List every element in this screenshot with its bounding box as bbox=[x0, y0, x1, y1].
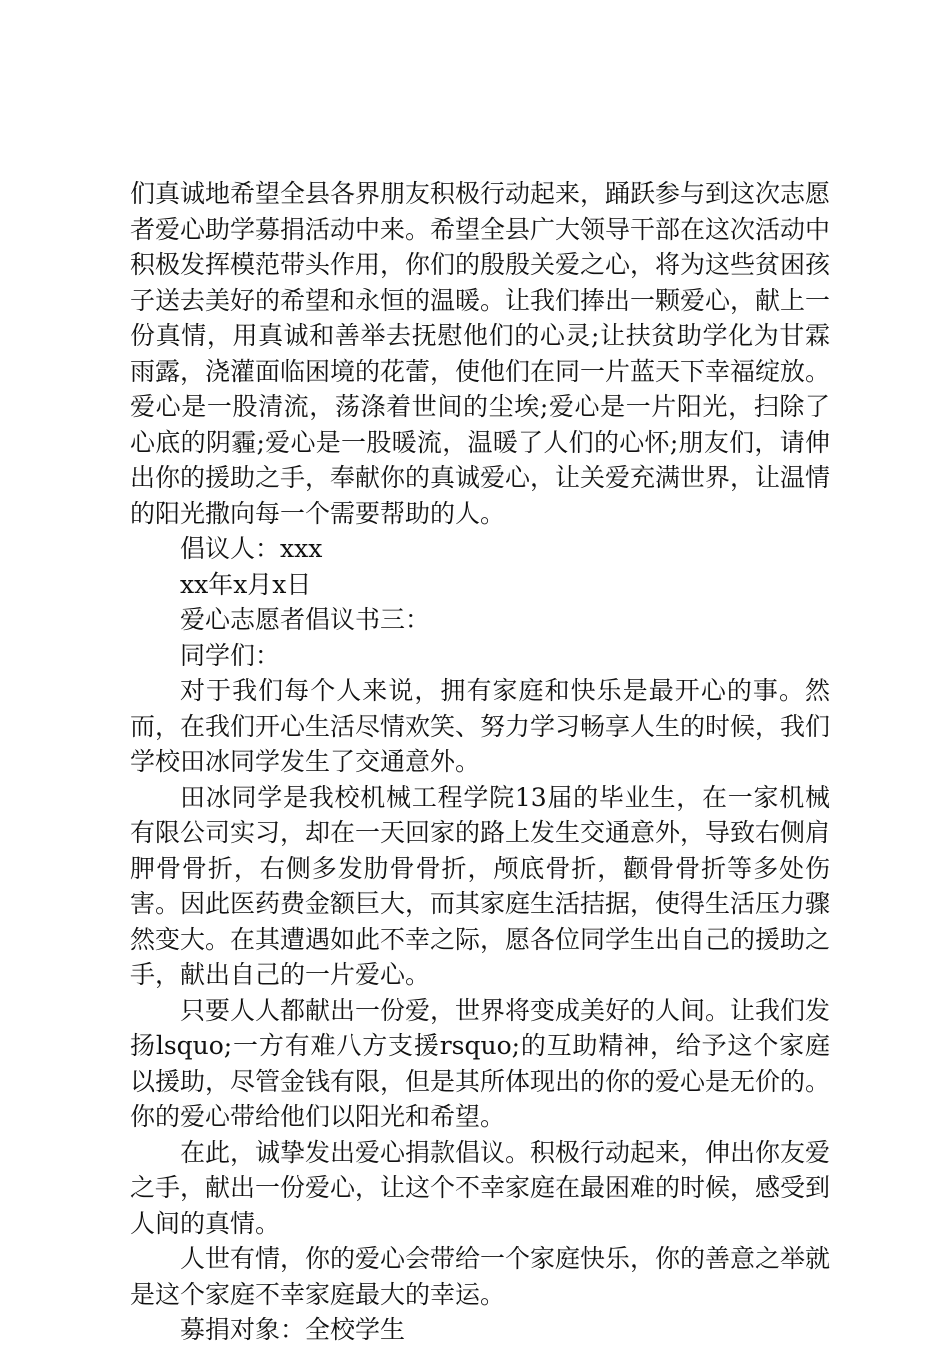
paragraph-date: xx年x月x日 bbox=[180, 569, 312, 599]
paragraph-intro: 对于我们每个人来说，拥有家庭和快乐是最开心的事。然而，在我们开心生活尽情欢笑、努力学习畅享人生的时候，我们学校田冰同学发生了交通意外。 bbox=[130, 676, 831, 776]
paragraph-donation-appeal: 在此，诚挚发出爱心捐款倡议。积极行动起来，伸出你友爱之手，献出一份爱心，让这个不幸家庭在最困难的时候，感受到人间的真情。 bbox=[130, 1137, 831, 1238]
paragraph-closing: 人世有情，你的爱心会带给一个家庭快乐，你的善意之举就是这个家庭不幸家庭最大的幸运。 bbox=[130, 1244, 831, 1309]
paragraph-donation-target: 募捐对象：全校学生 bbox=[180, 1315, 406, 1344]
paragraph-salutation: 同学们： bbox=[180, 640, 281, 670]
paragraph-initiator: 倡议人：xxx bbox=[180, 534, 323, 563]
paragraph-student-accident: 田冰同学是我校机械工程学院13届的毕业生，在一家机械有限公司实习，却在一天回家的路上发生交通意外，导致右侧肩胛骨骨折，右侧多发肋骨骨折，颅底骨折，颧骨骨折等多处伤害。因此医药费金额巨大，而其家庭生活拮据，使得生活压力骤然变大。在其遭遇如此不幸之际，愿各位同学生出自己的援助之手，献出自己的一片爱心。 bbox=[130, 782, 831, 989]
section-heading-proposal-three: 爱心志愿者倡议书三： bbox=[180, 605, 431, 634]
paragraph-appeal-body: 们真诚地希望全县各界朋友积极行动起来，踊跃参与到这次志愿者爱心助学募捐活动中来。希望全县广大领导干部在这次活动中积极发挥模范带头作用，你们的殷殷关爱之心，将为这些贫困孩子送去美好的希望和永恒的温暖。让我们捧出一颗爱心，献上一份真情，用真诚和善举去抚慰他们的心灵;让扶贫助学化为甘霖雨露，浇灌面临困境的花蕾，使他们在同一片蓝天下幸福绽放。爱心是一股清流，荡涤着世间的尘埃;爱心是一片阳光，扫除了心底的阴霾;爱心是一股暖流，温暖了人们的心怀;朋友们，请伸出你的援助之手，奉献你的真诚爱心，让关爱充满世界，让温情的阳光撒向每一个需要帮助的人。 bbox=[130, 179, 831, 528]
paragraph-call-for-love: 只要人人都献出一份爱，世界将变成美好的人间。让我们发扬lsquo;一方有难八方支援rsquo;的互助精神，给予这个家庭以援助，尽管金钱有限，但是其所体现出的你的爱心是无价的。你的爱心带给他们以阳光和希望。 bbox=[130, 995, 831, 1131]
document-body bbox=[130, 176, 830, 1348]
